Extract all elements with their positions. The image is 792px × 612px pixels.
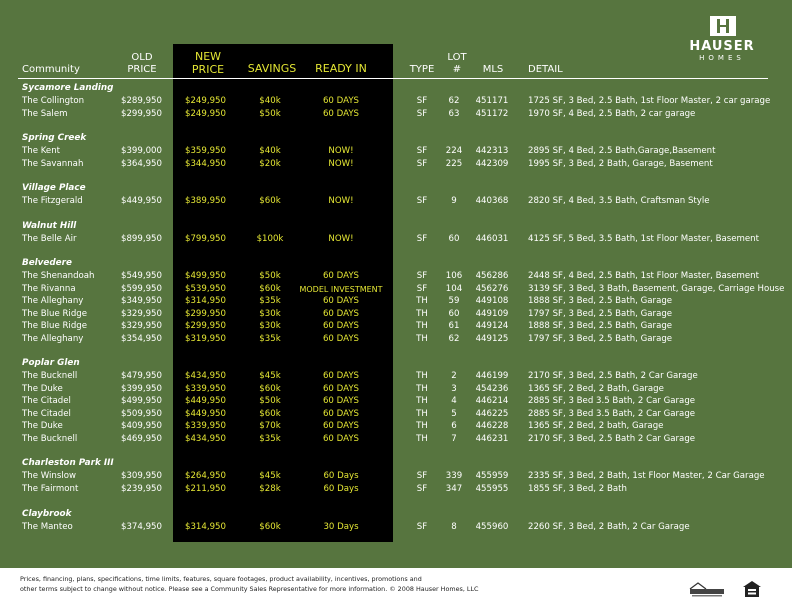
cell-ready: 60 DAYS [322,296,360,306]
cell-new: $359,950 [184,146,226,156]
cell-mls: 456276 [475,283,509,294]
header-lot-line2: # [452,64,462,75]
cell-mls: 442313 [475,146,509,156]
cell-lot: 224 [445,146,463,156]
cell-mls: 454236 [475,383,509,394]
cell-detail: 1797 SF, 3 Bed, 2.5 Bath, Garage [528,333,673,344]
cell-new: $449,950 [184,408,226,419]
cell-save: $35k [259,296,281,306]
cell-lot: 62 [448,96,460,106]
cell-old: $549,950 [120,271,162,281]
cell-lot: 9 [451,196,457,206]
cell-model: The Bucknell [22,371,78,381]
cell-detail: 4125 SF, 5 Bed, 3.5 Bath, 1st Floor Master, Basement [528,234,759,244]
footer-disclaimer [20,575,620,594]
cell-save: $60k [259,408,281,419]
cell-old: $399,000 [120,146,162,156]
cell-ready: MODEL INVESTMENT [299,284,383,294]
cell-old: $364,950 [120,158,162,169]
community-heading: Belvedere [22,258,72,268]
cell-detail: 1970 SF, 4 Bed, 2.5 Bath, 2 car garage [528,108,696,119]
cell-save: $35k [259,433,281,444]
cell-save: $20k [259,158,281,169]
cell-new: $799,950 [184,234,226,244]
cell-save: $50k [259,271,281,281]
cell-type: SF [416,283,428,294]
cell-model: The Salem [22,108,68,119]
cell-model: The Blue Ridge [22,321,88,331]
header-savings: SAVINGS [247,62,297,75]
cell-save: $100k [256,234,284,244]
cell-ready: 60 DAYS [322,383,360,394]
footer-line1: Prices, financing, plans, specifications, time limits, features, square footages, product availability, incentives, promotions and [20,575,422,583]
header-ready-in: READY IN [315,62,367,75]
cell-old: $289,950 [120,96,162,106]
cell-save: $70k [259,421,281,431]
cell-lot: 63 [448,108,460,119]
cell-lot: 104 [445,283,463,294]
cell-lot: 60 [448,234,460,244]
cell-model: The Kent [22,146,61,156]
cell-new: $249,950 [184,96,226,106]
cell-mls: 456286 [475,271,509,281]
cell-model: The Alleghany [22,333,84,344]
cell-mls: 446231 [475,433,509,444]
cell-model: The Duke [22,421,63,431]
cell-save: $28k [259,483,281,494]
cell-ready: 60 DAYS [322,308,360,319]
cell-old: $329,950 [120,308,162,319]
cell-model: The Citadel [22,396,71,406]
cell-ready: 60 DAYS [322,408,360,419]
cell-mls: 442309 [475,158,509,169]
cell-detail: 2170 SF, 3 Bed, 2.5 Bath, 2 Car Garage [528,371,698,381]
cell-old: $349,950 [120,296,162,306]
header-community: Community [22,64,80,75]
cell-old: $479,950 [120,371,162,381]
cell-new: $319,950 [184,333,226,344]
cell-mls: 455955 [475,483,509,494]
community-heading: Walnut Hill [22,221,77,231]
cell-save: $40k [259,96,281,106]
cell-mls: 446228 [475,421,509,431]
cell-new: $539,950 [184,283,226,294]
cell-type: SF [416,483,428,494]
cell-old: $469,950 [120,433,162,444]
cell-lot: 8 [451,522,457,532]
cell-type: TH [416,333,428,344]
cell-ready: NOW! [328,146,354,156]
cell-detail: 1365 SF, 2 Bed, 2 bath, Garage [528,421,664,431]
cell-old: $899,950 [120,234,162,244]
cell-detail: 2895 SF, 4 Bed, 2.5 Bath,Garage,Basement [528,146,716,156]
cell-model: The Manteo [22,522,73,532]
community-heading: Sycamore Landing [22,83,114,93]
cell-model: The Savannah [22,158,84,169]
header-old-price-line2: PRICE [127,64,157,75]
cell-save: $30k [259,321,281,331]
hauser-h-icon [710,16,736,36]
cell-detail: 2335 SF, 3 Bed, 2 Bath, 1st Floor Master, 2 Car Garage [528,471,765,481]
header-new-price [184,50,232,76]
cell-model: The Belle Air [22,234,77,244]
cell-save: $60k [259,522,281,532]
community-heading: Village Place [22,183,86,193]
cell-lot: 62 [448,333,460,344]
cell-old: $239,950 [120,483,162,494]
cell-lot: 106 [445,271,463,281]
header-new-price-line1: NEW [194,50,222,63]
cell-old: $399,950 [120,383,162,394]
cell-new: $299,950 [184,308,226,319]
cell-save: $45k [259,471,281,481]
cell-save: $40k [259,146,281,156]
cell-ready: NOW! [328,158,354,169]
cell-mls: 451171 [475,96,509,106]
cell-type: TH [416,421,428,431]
header-mls: MLS [482,64,504,75]
cell-model: The Collington [22,96,85,106]
logo-hauser-text: HAUSER [689,39,755,54]
cell-save: $45k [259,371,281,381]
cell-model: The Winslow [22,471,77,481]
cell-ready: 60 DAYS [322,396,360,406]
cell-ready: 60 DAYS [322,108,360,119]
cell-ready: 60 DAYS [322,433,360,444]
cell-ready: 30 Days [323,522,359,532]
cell-new: $449,950 [184,396,226,406]
cell-new: $299,950 [184,321,226,331]
cell-mls: 449108 [475,296,509,306]
cell-ready: 60 DAYS [322,96,360,106]
cell-type: TH [416,371,428,381]
cell-model: The Citadel [22,408,71,419]
cell-save: $50k [259,396,281,406]
cell-type: TH [416,408,428,419]
cell-model: The Shenandoah [22,271,95,281]
cell-detail: 1855 SF, 3 Bed, 2 Bath [528,483,627,494]
cell-type: TH [416,396,428,406]
cell-old: $409,950 [120,421,162,431]
cell-save: $60k [259,383,281,394]
header-old-price [118,52,166,76]
cell-detail: 2448 SF, 4 Bed, 2.5 Bath, 1st Floor Master, Basement [528,271,759,281]
cell-detail: 1365 SF, 2 Bed, 2 Bath, Garage [528,383,664,394]
cell-mls: 455960 [475,522,509,532]
logo-homes-text: HOMES [699,54,745,62]
cell-save: $35k [259,333,281,344]
community-heading: Charleston Park III [22,458,114,468]
cell-save: $30k [259,308,281,319]
cell-new: $211,950 [184,483,226,494]
cell-lot: 4 [451,396,457,406]
cell-detail: 2885 SF, 3 Bed 3.5 Bath, 2 Car Garage [528,408,696,419]
header-new-price-line2: PRICE [191,63,225,76]
cell-ready: 60 Days [323,483,359,494]
cell-detail: 2820 SF, 4 Bed, 3.5 Bath, Craftsman Style [528,196,710,206]
cell-mls: 451172 [475,108,509,119]
cell-model: The Blue Ridge [22,308,88,319]
cell-type: SF [416,158,428,169]
cell-lot: 2 [451,371,457,381]
cell-old: $509,950 [120,408,162,419]
cell-type: TH [416,308,428,319]
cell-new: $499,950 [184,271,226,281]
cell-mls: 449124 [475,321,509,331]
cell-lot: 347 [445,483,463,494]
cell-old: $329,950 [120,321,162,331]
cell-model: The Bucknell [22,433,78,444]
equal-housing-icon [742,580,762,598]
cell-new: $339,950 [184,383,226,394]
cell-lot: 3 [451,383,457,394]
cell-lot: 5 [451,408,457,419]
cell-model: The Rivanna [22,283,76,294]
cell-model: The Duke [22,383,63,394]
cell-type: SF [416,96,428,106]
cell-new: $344,950 [184,158,226,169]
cell-type: SF [416,234,428,244]
cell-detail: 3139 SF, 3 Bed, 3 Bath, Basement, Garage, Carriage House [528,283,785,294]
cell-new: $264,950 [184,471,226,481]
cell-type: SF [416,271,428,281]
cell-ready: 60 Days [323,471,359,481]
newhomes-guide-logo-icon [688,580,726,598]
cell-old: $309,950 [120,471,162,481]
cell-old: $499,950 [120,396,162,406]
cell-type: TH [416,296,428,306]
cell-mls: 455959 [475,471,509,481]
cell-detail: 2260 SF, 3 Bed, 2 Bath, 2 Car Garage [528,522,690,532]
cell-lot: 60 [448,308,460,319]
cell-ready: 60 DAYS [322,421,360,431]
cell-model: The Fairmont [22,483,79,494]
cell-type: SF [416,146,428,156]
cell-ready: NOW! [328,196,354,206]
header-type: TYPE [409,64,435,75]
cell-lot: 225 [445,158,463,169]
cell-new: $249,950 [184,108,226,119]
cell-mls: 446199 [475,371,509,381]
cell-model: The Alleghany [22,296,84,306]
cell-detail: 1797 SF, 3 Bed, 2.5 Bath, Garage [528,308,673,319]
cell-detail: 1888 SF, 3 Bed, 2.5 Bath, Garage [528,296,673,306]
hauser-homes-logo [676,14,768,66]
cell-ready: NOW! [328,234,354,244]
cell-type: TH [416,383,428,394]
header-divider [18,78,768,79]
cell-lot: 59 [448,296,460,306]
cell-detail: 2885 SF, 3 Bed 3.5 Bath, 2 Car Garage [528,396,696,406]
cell-save: $60k [259,283,281,294]
cell-old: $354,950 [120,333,162,344]
community-heading: Spring Creek [22,133,87,143]
cell-lot: 6 [451,421,457,431]
header-old-price-line1: OLD [131,52,153,63]
cell-new: $314,950 [184,296,226,306]
cell-old: $599,950 [120,283,162,294]
cell-save: $60k [259,196,281,206]
cell-mls: 449125 [475,333,509,344]
cell-detail: 1888 SF, 3 Bed, 2.5 Bath, Garage [528,321,673,331]
cell-type: SF [416,522,428,532]
cell-new: $339,950 [184,421,226,431]
cell-lot: 339 [445,471,463,481]
cell-old: $299,950 [120,108,162,119]
cell-detail: 1725 SF, 3 Bed, 2.5 Bath, 1st Floor Master, 2 car garage [528,96,771,106]
cell-model: The Fitzgerald [22,196,83,206]
header-lot [442,52,472,76]
cell-ready: 60 DAYS [322,321,360,331]
cell-detail: 2170 SF, 3 Bed, 2.5 Bath 2 Car Garage [528,433,696,444]
cell-save: $50k [259,108,281,119]
cell-type: TH [416,433,428,444]
footer-line2: other terms subject to change without notice. Please see a Community Sales Representative for more information. © 2008 Hauser Homes, LLC [20,584,479,593]
community-heading: Claybrook [22,509,72,519]
cell-mls: 446214 [475,396,509,406]
cell-new: $434,950 [184,433,226,444]
cell-ready: 60 DAYS [322,371,360,381]
cell-mls: 446225 [475,408,509,419]
community-heading: Poplar Glen [22,358,80,368]
header-detail: DETAIL [528,64,563,75]
cell-type: SF [416,108,428,119]
cell-mls: 440368 [475,196,509,206]
header-lot-line1: LOT [447,52,467,63]
cell-new: $314,950 [184,522,226,532]
cell-lot: 7 [451,433,457,444]
cell-new: $389,950 [184,196,226,206]
cell-old: $449,950 [120,196,162,206]
cell-detail: 1995 SF, 3 Bed, 2 Bath, Garage, Basement [528,158,713,169]
cell-mls: 449109 [475,308,509,319]
cell-ready: 60 DAYS [322,333,360,344]
cell-lot: 61 [448,321,460,331]
cell-type: SF [416,196,428,206]
cell-ready: 60 DAYS [322,271,360,281]
cell-mls: 446031 [475,234,509,244]
cell-new: $434,950 [184,371,226,381]
cell-type: SF [416,471,428,481]
cell-old: $374,950 [120,522,162,532]
cell-type: TH [416,321,428,331]
